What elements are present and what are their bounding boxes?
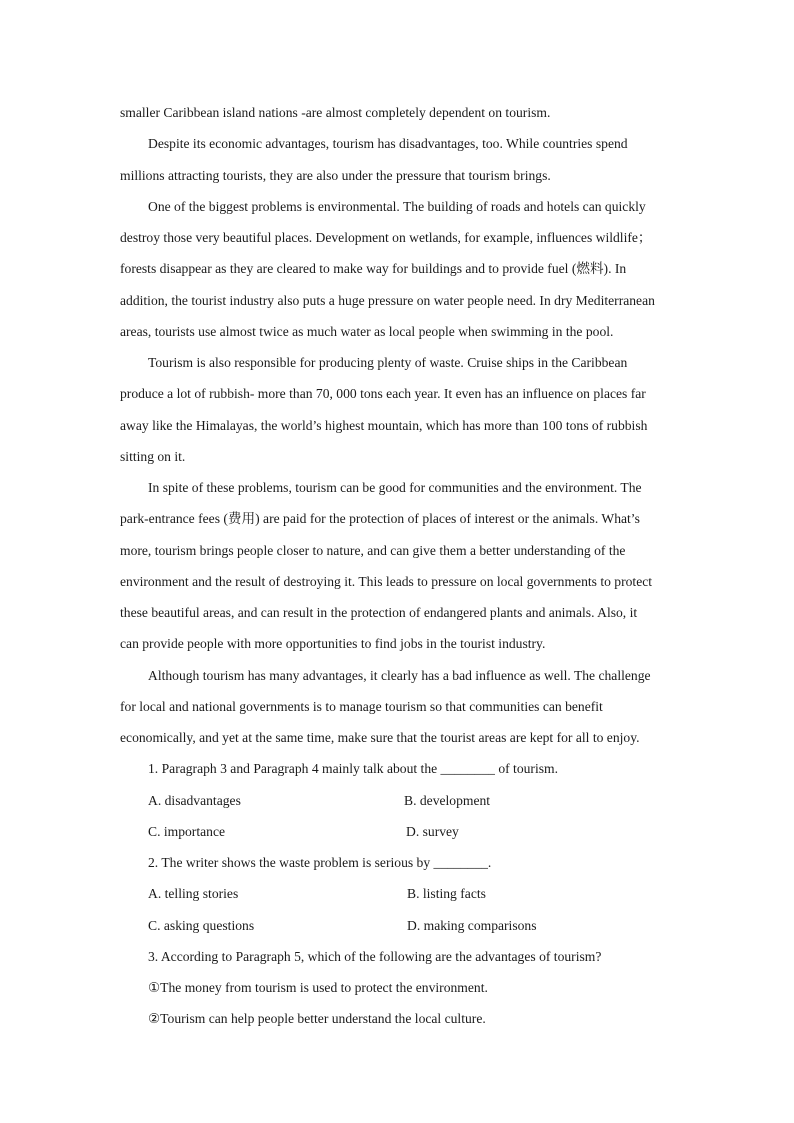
- passage-line: park-entrance fees (费用) are paid for the protection of places of interest or the animals. What’s: [120, 511, 640, 527]
- answer-option: B. listing facts: [407, 886, 486, 902]
- passage-line: environment and the result of destroying it. This leads to pressure on local governments to protect: [120, 573, 653, 589]
- document-body: [120, 97, 672, 1035]
- answer-options-row: [120, 910, 672, 941]
- passage-line: more, tourism brings people closer to nature, and can give them a better understanding of the: [120, 542, 626, 558]
- passage-line: produce a lot of rubbish- more than 70, 000 tons each year. It even has an influence on places far: [120, 386, 646, 402]
- passage-line: sitting on it.: [120, 448, 186, 464]
- answer-option: C. asking questions: [148, 917, 255, 933]
- answer-option: B. development: [404, 792, 491, 808]
- passage-line: these beautiful areas, and can result in the protection of endangered plants and animals. Also, it: [120, 605, 638, 620]
- answer-options-row: [120, 878, 672, 909]
- passage-line: smaller Caribbean island nations -are almost completely dependent on tourism.: [120, 105, 551, 120]
- question-stem: 1. Paragraph 3 and Paragraph 4 mainly talk about the ________ of tourism.: [148, 761, 558, 777]
- passage-line: forests disappear as they are cleared to make way for buildings and to provide fuel (燃料). In: [120, 261, 627, 277]
- question-stem: 3. According to Paragraph 5, which of the following are the advantages of tourism?: [148, 948, 602, 964]
- passage-line: Tourism is also responsible for producing plenty of waste. Cruise ships in the Caribbean: [148, 355, 628, 370]
- question-statement: ①The money from tourism is used to protect the environment.: [148, 980, 488, 995]
- passage-line: addition, the tourist industry also puts a huge pressure on water people need. In dry Mediterranean: [120, 292, 655, 308]
- answer-options-row: [120, 816, 672, 847]
- passage-line: for local and national governments is to manage tourism so that communities can benefit: [120, 698, 603, 714]
- answer-option: A. disadvantages: [148, 792, 241, 808]
- question-statement: ②Tourism can help people better understand the local culture.: [148, 1011, 486, 1027]
- passage-line: millions attracting tourists, they are also under the pressure that tourism brings.: [120, 167, 551, 183]
- passage-line: areas, tourists use almost twice as much water as local people when swimming in the pool.: [120, 323, 614, 339]
- passage-line: can provide people with more opportunities to find jobs in the tourist industry.: [120, 636, 546, 652]
- passage-line: destroy those very beautiful places. Development on wetlands, for example, influences wildlife；: [120, 230, 652, 245]
- answer-options-row: [120, 785, 672, 816]
- passage-line: In spite of these problems, tourism can be good for communities and the environment. The: [148, 480, 642, 495]
- passage-line: One of the biggest problems is environmental. The building of roads and hotels can quickly: [148, 198, 646, 214]
- passage-line: Although tourism has many advantages, it clearly has a bad influence as well. The challenge: [148, 667, 651, 683]
- answer-option: A. telling stories: [148, 886, 239, 902]
- question-stem: 2. The writer shows the waste problem is serious by ________.: [148, 855, 492, 870]
- answer-option: C. importance: [148, 823, 226, 839]
- answer-option: D. making comparisons: [407, 917, 537, 933]
- passage-line: Despite its economic advantages, tourism has disadvantages, too. While countries spend: [148, 136, 628, 152]
- passage-line: economically, and yet at the same time, make sure that the tourist areas are kept for all to enjoy.: [120, 730, 640, 745]
- answer-option: D. survey: [406, 823, 459, 839]
- passage-line: away like the Himalayas, the world’s highest mountain, which has more than 100 tons of rubbish: [120, 417, 648, 433]
